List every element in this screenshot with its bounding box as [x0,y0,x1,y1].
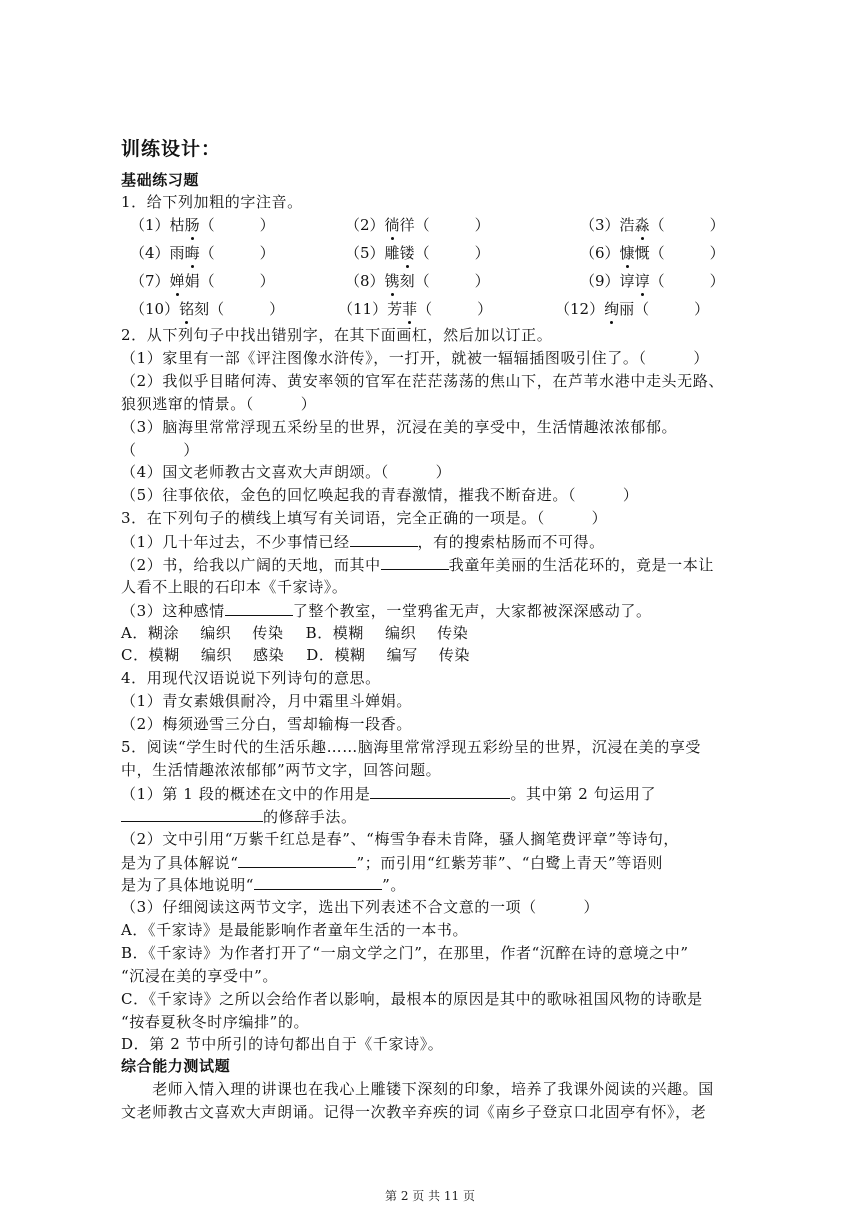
q1-item-4: （4）雨晦（ ） [130,244,275,262]
q1-item-6: （6）慷慨（ ） [580,244,725,262]
q4-title: 4．用现代汉语说说下列诗句的意思。 [121,669,381,687]
q5-part1: （1）第 1 段的概述在文中的作用是 。其中第 2 句运用了 [121,782,656,805]
q1-item-12: （12）绚丽（ ） [555,300,710,318]
q4-line-1: （1）青女素娥俱耐冷，月中霜里斗婵娟。 [121,692,412,710]
q4-line-2: （2）梅须逊雪三分白，雪却输梅一段香。 [121,715,412,733]
q1-item-5: （5）雕镂（ ） [345,244,490,262]
page-number-footer: 第 2 页 共 11 页 [385,1189,475,1203]
section-comprehensive-test: 综合能力测试题 [121,1057,231,1075]
q5-part2-line2: 是为了具体解说“ ”；而引用“红紫芳菲”、“白鹭上青天”等语则 [121,851,663,874]
q5-part3: （3）仔细阅读这两节文字，选出下列表述不合文意的一项（ ） [121,898,600,916]
q1-item-8: （8）镌刻（ ） [345,272,490,290]
fill-blank[interactable] [381,553,449,570]
q2-line-3: 狼狈逃窜的情景。（ ） [121,395,317,413]
q2-title: 2．从下列句子中找出错别字，在其下面画杠，然后加以订正。 [121,326,553,344]
q3-options-cd: C．模糊 编织 感染 D．模糊 编写 传染 [121,646,470,664]
q3-line-3: 人看不上眼的石印本《千家诗》。 [121,578,348,596]
q1-item-2: （2）徜徉（ ） [345,216,490,234]
q5-option-c-cont: “按春夏秋冬时序编排”的。 [121,1013,310,1031]
q1-item-3: （3）浩淼（ ） [580,216,725,234]
q2-line-7: （5）往事依依，金色的回忆唤起我的青春激情，摧我不断奋进。（ ） [121,486,639,504]
q1-item-11: （11）芳菲（ ） [338,300,493,318]
q3-title: 3．在下列句子的横线上填写有关词语，完全正确的一项是。（ ） [121,509,608,527]
q5-option-c: C．《千家诗》之所以会给作者以影响，最根本的原因是其中的歌咏祖国风物的诗歌是 [121,990,703,1008]
q1-title: 1．给下列加粗的字注音。 [121,193,303,211]
q2-line-5: （ ） [121,441,200,459]
q5-part2-line3: 是为了具体地说明“ ”。 [121,873,406,896]
fill-blank[interactable] [238,851,356,868]
q5-option-d: D．第 2 节中所引的诗句都出自于《千家诗》。 [121,1035,444,1053]
q5-option-b-cont: “沉浸在美的享受中”。 [121,967,278,985]
q5-option-b: B．《千家诗》为作者打开了“一扇文学之门”，在那里，作者“沉醉在诗的意境之中” [121,944,689,962]
fill-blank[interactable] [225,599,293,616]
q5-title-cont: 中，生活情趣浓浓郁郁”两节文字，回答问题。 [121,761,442,779]
q2-line-6: （4）国文老师教古文喜欢大声朗颂。（ ） [121,463,452,481]
q5-part1-cont: 的修辞手法。 [121,805,357,828]
section-basic-exercises: 基础练习题 [121,171,200,189]
q1-item-10: （10）铭刻（ ） [130,300,285,318]
q1-item-9: （9）谆谆（ ） [580,272,725,290]
q5-option-a: A．《千家诗》是最能影响作者童年生活的一本书。 [121,921,469,939]
q3-line-1: （1）几十年过去，不少事情已经 ，有的搜索枯肠而不可得。 [121,530,605,553]
q3-options-ab: A．糊涂 编织 传染 B．模糊 编织 传染 [121,624,469,642]
q1-item-7: （7）婵娟（ ） [130,272,275,290]
passage-line-1: 老师入情入理的讲课也在我心上雕镂下深刻的印象，培养了我课外阅读的兴趣。国 [121,1080,714,1098]
q3-line-2: （2）书，给我以广阔的天地，而其中 我童年美丽的生活花环的，竟是一本让 [121,553,714,576]
q2-line-4: （3）脑海里常常浮现五采纷呈的世界，沉浸在美的享受中，生活情趣浓浓郁郁。 [121,418,678,436]
q1-item-1: （1）枯肠（ ） [130,216,275,234]
fill-blank[interactable] [121,805,263,822]
q5-title: 5．阅读“学生时代的生活乐趣……脑海里常常浮现五彩纷呈的世界，沉浸在美的享受 [121,738,702,756]
q2-line-1: （1）家里有一部《评注图像水浒传》，一打开，就被一辐辐插图吸引住了。（ ） [121,349,709,367]
q2-line-2: （2）我似乎目睹何涛、黄安率领的官军在茫茫荡荡的焦山下，在芦苇水港中走头无路、 [121,372,724,390]
fill-blank[interactable] [370,782,510,799]
q3-line-4: （3）这种感情 了整个教室，一堂鸦雀无声，大家都被深深感动了。 [121,599,652,622]
fill-blank[interactable] [350,530,418,547]
fill-blank[interactable] [254,873,382,890]
page-heading: 训练设计： [121,138,222,160]
q5-part2: （2）文中引用“万紫千红总是春”、“梅雪争春未肯降，骚人搁笔费评章”等诗句， [121,830,680,848]
passage-line-2: 文老师教古文喜欢大声朗诵。记得一次教辛弃疾的词《南乡子登京口北固亭有怀》，老 [121,1103,707,1121]
